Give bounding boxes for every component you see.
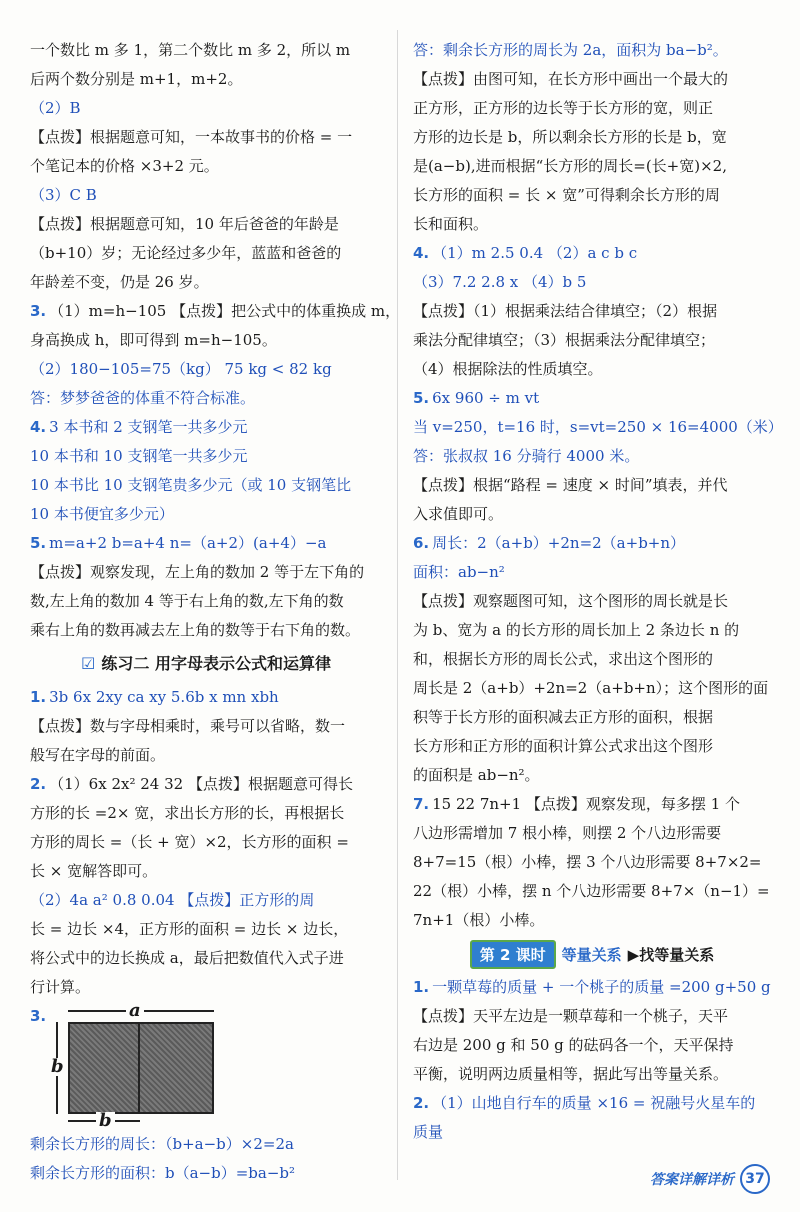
- text-line: [30, 944, 382, 973]
- line-text: 乘右上角的数再减去左上角的数等于右下角的数。: [30, 621, 361, 639]
- line-text: 周长：2（a+b）+2n=2（a+b+n）: [432, 534, 686, 552]
- question-line: [30, 683, 382, 712]
- text-line: [413, 1031, 771, 1060]
- line-text: （2）B: [30, 99, 81, 117]
- question-number: 4.: [30, 418, 47, 436]
- question-number: 5.: [413, 389, 430, 407]
- line-text: 年龄差不变，仍是 26 岁。: [30, 273, 209, 291]
- line-text: 10 本书和 10 支钢笔一共多少元: [30, 447, 248, 465]
- text-line: [30, 741, 382, 770]
- line-text: 正方形，正方形的边长等于长方形的宽，则正: [413, 99, 714, 117]
- line-text: 【点拨】根据“路程 = 速度 × 时间”填表，并代: [413, 476, 728, 494]
- text-line: [30, 712, 382, 741]
- lesson-heading: [413, 939, 771, 969]
- question-number: 1.: [413, 978, 430, 996]
- text-line: [413, 65, 771, 94]
- text-line: [413, 181, 771, 210]
- line-text: （1）山地自行车的质量 ×16 = 祝融号火星车的: [432, 1094, 756, 1112]
- line-text: （4）根据除法的性质填空。: [413, 360, 603, 378]
- line-text: 22（根）小棒，摆 n 个八边形需要 8+7×（n−1）=: [413, 882, 770, 900]
- column-divider: [397, 30, 398, 1180]
- text-line: [413, 500, 771, 529]
- line-text: （3）7.2 2.8 x （4）b 5: [413, 273, 587, 291]
- line-text: 剩余长方形的周长：（b+a−b）×2=2a: [30, 1135, 294, 1153]
- footer-brand: 答案详解详析: [650, 1172, 734, 1188]
- text-line: [30, 915, 382, 944]
- text-line: [413, 645, 771, 674]
- answer-line: [30, 94, 382, 123]
- line-text: 后两个数分别是 m+1，m+2。: [30, 70, 243, 88]
- question-number: 4.: [413, 244, 430, 262]
- text-line: [30, 239, 382, 268]
- answer-line: [413, 1118, 771, 1147]
- shaded-rectangle: [68, 1022, 214, 1114]
- text-line: [30, 210, 382, 239]
- section-heading: [30, 649, 382, 679]
- left-column: [30, 36, 401, 1188]
- lesson-title: 等量关系: [561, 945, 622, 964]
- line-text: 数,左上角的数加 4 等于右上角的数,左下角的数: [30, 592, 344, 610]
- rectangle-figure: [30, 1002, 382, 1130]
- line-text: 当 v=250，t=16 时，s=vt=250 × 16=4000（米）: [413, 418, 783, 436]
- answer-line: [30, 181, 382, 210]
- answer-line: [413, 413, 783, 442]
- lesson-tag: 第 2 课时: [470, 940, 556, 969]
- text-line: [413, 761, 771, 790]
- label-a: a: [126, 1002, 144, 1020]
- line-text: 10 本书比 10 支钢笔贵多少元（或 10 支钢笔比: [30, 476, 352, 494]
- square-divider-line: [138, 1022, 140, 1114]
- text-line: [413, 152, 771, 181]
- question-line: [413, 384, 771, 413]
- line-text: 【点拨】根据题意可知，10 年后爸爸的年龄是: [30, 215, 339, 233]
- line-text: 周长是 2（a+b）+2n=2（a+b+n）；这个图形的面: [413, 679, 769, 697]
- line-text: 【点拨】由图可知，在长方形中画出一个最大的: [413, 70, 729, 88]
- line-text: 面积：ab−n²: [413, 563, 505, 581]
- answer-line: [30, 384, 382, 413]
- question-line: [30, 529, 382, 558]
- line-text: 的面积是 ab−n²。: [413, 766, 540, 784]
- answer-line: [30, 1159, 382, 1188]
- line-text: 【点拨】观察题图可知，这个图形的周长就是长: [413, 592, 729, 610]
- line-text: 一个数比 m 多 1，第二个数比 m 多 2，所以 m: [30, 41, 351, 59]
- text-line: [413, 94, 771, 123]
- text-line: [413, 1002, 771, 1031]
- line-text: 3b 6x 2xy ca xy 5.6b x mn xbh: [49, 688, 279, 706]
- text-line: [413, 355, 771, 384]
- question-line: [30, 413, 382, 442]
- text-line: [413, 123, 771, 152]
- line-text: m=a+2 b=a+4 n=（a+2）(a+4）−a: [49, 534, 327, 552]
- text-line: [30, 587, 382, 616]
- text-line: [30, 123, 382, 152]
- question-number: 5.: [30, 534, 47, 552]
- line-text: （2）4a a² 0.8 0.04 【点拨】正方形的周: [30, 891, 315, 909]
- line-text: 方形的长 =2× 宽，求出长方形的长，再根据长: [30, 804, 345, 822]
- text-line: [30, 65, 382, 94]
- label-b-side: b: [48, 1058, 67, 1076]
- line-text: 8+7=15（根）小棒，摆 3 个八边形需要 8+7×2=: [413, 853, 762, 871]
- line-text: 八边形需增加 7 根小棒，则摆 2 个八边形需要: [413, 824, 722, 842]
- question-line: [30, 297, 401, 326]
- line-text: 一颗草莓的质量 + 一个桃子的质量 =200 g+50 g: [432, 978, 771, 996]
- line-text: （1）m 2.5 0.4 （2）a c b c: [432, 244, 638, 262]
- text-line: [413, 616, 771, 645]
- line-text: 方形的周长 =（长 + 宽）×2，长方形的面积 =: [30, 833, 349, 851]
- answer-line: [30, 1130, 382, 1159]
- text-line: [30, 799, 382, 828]
- line-text: 入求值即可。: [413, 505, 504, 523]
- section-heading-text: 练习二 用字母表示公式和运算律: [101, 654, 331, 673]
- answer-line: [30, 886, 382, 915]
- text-line: [413, 471, 771, 500]
- line-text: 答：剩余长方形的周长为 2a，面积为 ba−b²。: [413, 41, 728, 59]
- line-text: 平衡，说明两边质量相等，据此写出等量关系。: [413, 1065, 729, 1083]
- line-text: 长方形和正方形的面积计算公式求出这个图形: [413, 737, 714, 755]
- line-text: 积等于长方形的面积减去正方形的面积，根据: [413, 708, 714, 726]
- answer-line: [30, 355, 382, 384]
- text-line: [30, 268, 382, 297]
- question-number: 7.: [413, 795, 430, 813]
- checkbox-icon: ☑: [81, 654, 96, 673]
- question-line: [30, 770, 382, 799]
- line-text: 长和面积。: [413, 215, 489, 233]
- text-line: [413, 297, 771, 326]
- answer-line: [30, 442, 382, 471]
- line-text: 答：梦梦爸爸的体重不符合标准。: [30, 389, 256, 407]
- line-text: 3 本书和 2 支钢笔一共多少元: [49, 418, 248, 436]
- line-text: 是(a−b),进而根据“长方形的周长=(长+宽)×2,: [413, 157, 727, 175]
- line-text: 右边是 200 g 和 50 g 的砝码各一个，天平保持: [413, 1036, 734, 1054]
- line-text: 答：张叔叔 16 分骑行 4000 米。: [413, 447, 640, 465]
- line-text: 6x 960 ÷ m vt: [432, 389, 540, 407]
- line-text: （3）C B: [30, 186, 97, 204]
- text-line: [413, 732, 771, 761]
- question-number: 3.: [30, 1007, 47, 1025]
- line-text: 10 本书便宜多少元）: [30, 505, 174, 523]
- line-text: 剩余长方形的面积：b（a−b）=ba−b²: [30, 1164, 296, 1182]
- line-text: 方形的边长是 b，所以剩余长方形的长是 b，宽: [413, 128, 727, 146]
- line-text: 【点拨】观察发现，左上角的数加 2 等于左下角的: [30, 563, 365, 581]
- text-line: [413, 819, 771, 848]
- text-line: [413, 703, 771, 732]
- text-line: [413, 877, 771, 906]
- line-text: 长 = 边长 ×4，正方形的面积 = 边长 × 边长，: [30, 920, 349, 938]
- text-line: [413, 906, 771, 935]
- question-number: 2.: [413, 1094, 430, 1112]
- question-number: 1.: [30, 688, 47, 706]
- line-text: 质量: [413, 1123, 444, 1141]
- text-line: [413, 674, 771, 703]
- right-column: [413, 36, 783, 1147]
- line-text: （1）6x 2x² 24 32 【点拨】根据题意可得长: [49, 775, 353, 793]
- question-number: 2.: [30, 775, 47, 793]
- line-text: 【点拨】天平左边是一颗草莓和一个桃子，天平: [413, 1007, 729, 1025]
- line-text: 【点拨】（1）根据乘法结合律填空；（2）根据: [413, 302, 718, 320]
- question-line: [413, 790, 771, 819]
- line-text: 长 × 宽解答即可。: [30, 862, 158, 880]
- text-line: [413, 210, 771, 239]
- lesson-subtitle: ▶找等量关系: [627, 945, 715, 964]
- text-line: [413, 587, 771, 616]
- question-number: 3.: [30, 302, 47, 320]
- question-number: 6.: [413, 534, 430, 552]
- line-text: 和，根据长方形的周长公式，求出这个图形的: [413, 650, 714, 668]
- text-line: [30, 857, 382, 886]
- text-line: [30, 36, 382, 65]
- question-line: [413, 973, 771, 1002]
- text-line: [413, 1060, 771, 1089]
- line-text: （1）m=h−105 【点拨】把公式中的体重换成 m，: [49, 302, 401, 320]
- text-line: [30, 152, 382, 181]
- answer-line: [413, 558, 771, 587]
- line-text: （2）180−105=75（kg） 75 kg < 82 kg: [30, 360, 332, 378]
- text-line: [30, 828, 382, 857]
- answer-line: [413, 442, 771, 471]
- line-text: 行计算。: [30, 978, 91, 996]
- line-text: 乘法分配律填空；（3）根据乘法分配律填空；: [413, 331, 716, 349]
- answer-line: [30, 500, 382, 529]
- line-text: 个笔记本的价格 ×3+2 元。: [30, 157, 219, 175]
- answer-line: [30, 471, 382, 500]
- line-text: 般写在字母的前面。: [30, 746, 166, 764]
- answer-line: [413, 268, 771, 297]
- line-text: 为 b、宽为 a 的长方形的周长加上 2 条边长 n 的: [413, 621, 740, 639]
- question-line: [413, 1089, 771, 1118]
- question-line: [413, 529, 771, 558]
- line-text: 【点拨】根据题意可知，一本故事书的价格 = 一: [30, 128, 353, 146]
- text-line: [30, 973, 382, 1002]
- line-text: 15 22 7n+1 【点拨】观察发现，每多摆 1 个: [432, 795, 741, 813]
- label-b-bottom: b: [96, 1112, 115, 1130]
- line-text: 身高换成 h，即可得到 m=h−105。: [30, 331, 277, 349]
- text-line: [30, 558, 382, 587]
- line-text: 7n+1（根）小棒。: [413, 911, 545, 929]
- page-footer: [650, 1164, 770, 1194]
- line-text: 【点拨】数与字母相乘时，乘号可以省略，数一: [30, 717, 346, 735]
- text-line: [413, 326, 771, 355]
- answer-line: [413, 36, 771, 65]
- page-number: 37: [740, 1164, 770, 1194]
- text-line: [413, 848, 771, 877]
- text-line: [30, 326, 382, 355]
- text-line: [30, 616, 382, 645]
- line-text: （b+10）岁；无论经过多少年，蓝蓝和爸爸的: [30, 244, 342, 262]
- question-line: [413, 239, 771, 268]
- line-text: 将公式中的边长换成 a，最后把数值代入式子进: [30, 949, 344, 967]
- line-text: 长方形的面积 = 长 × 宽”可得剩余长方形的周: [413, 186, 720, 204]
